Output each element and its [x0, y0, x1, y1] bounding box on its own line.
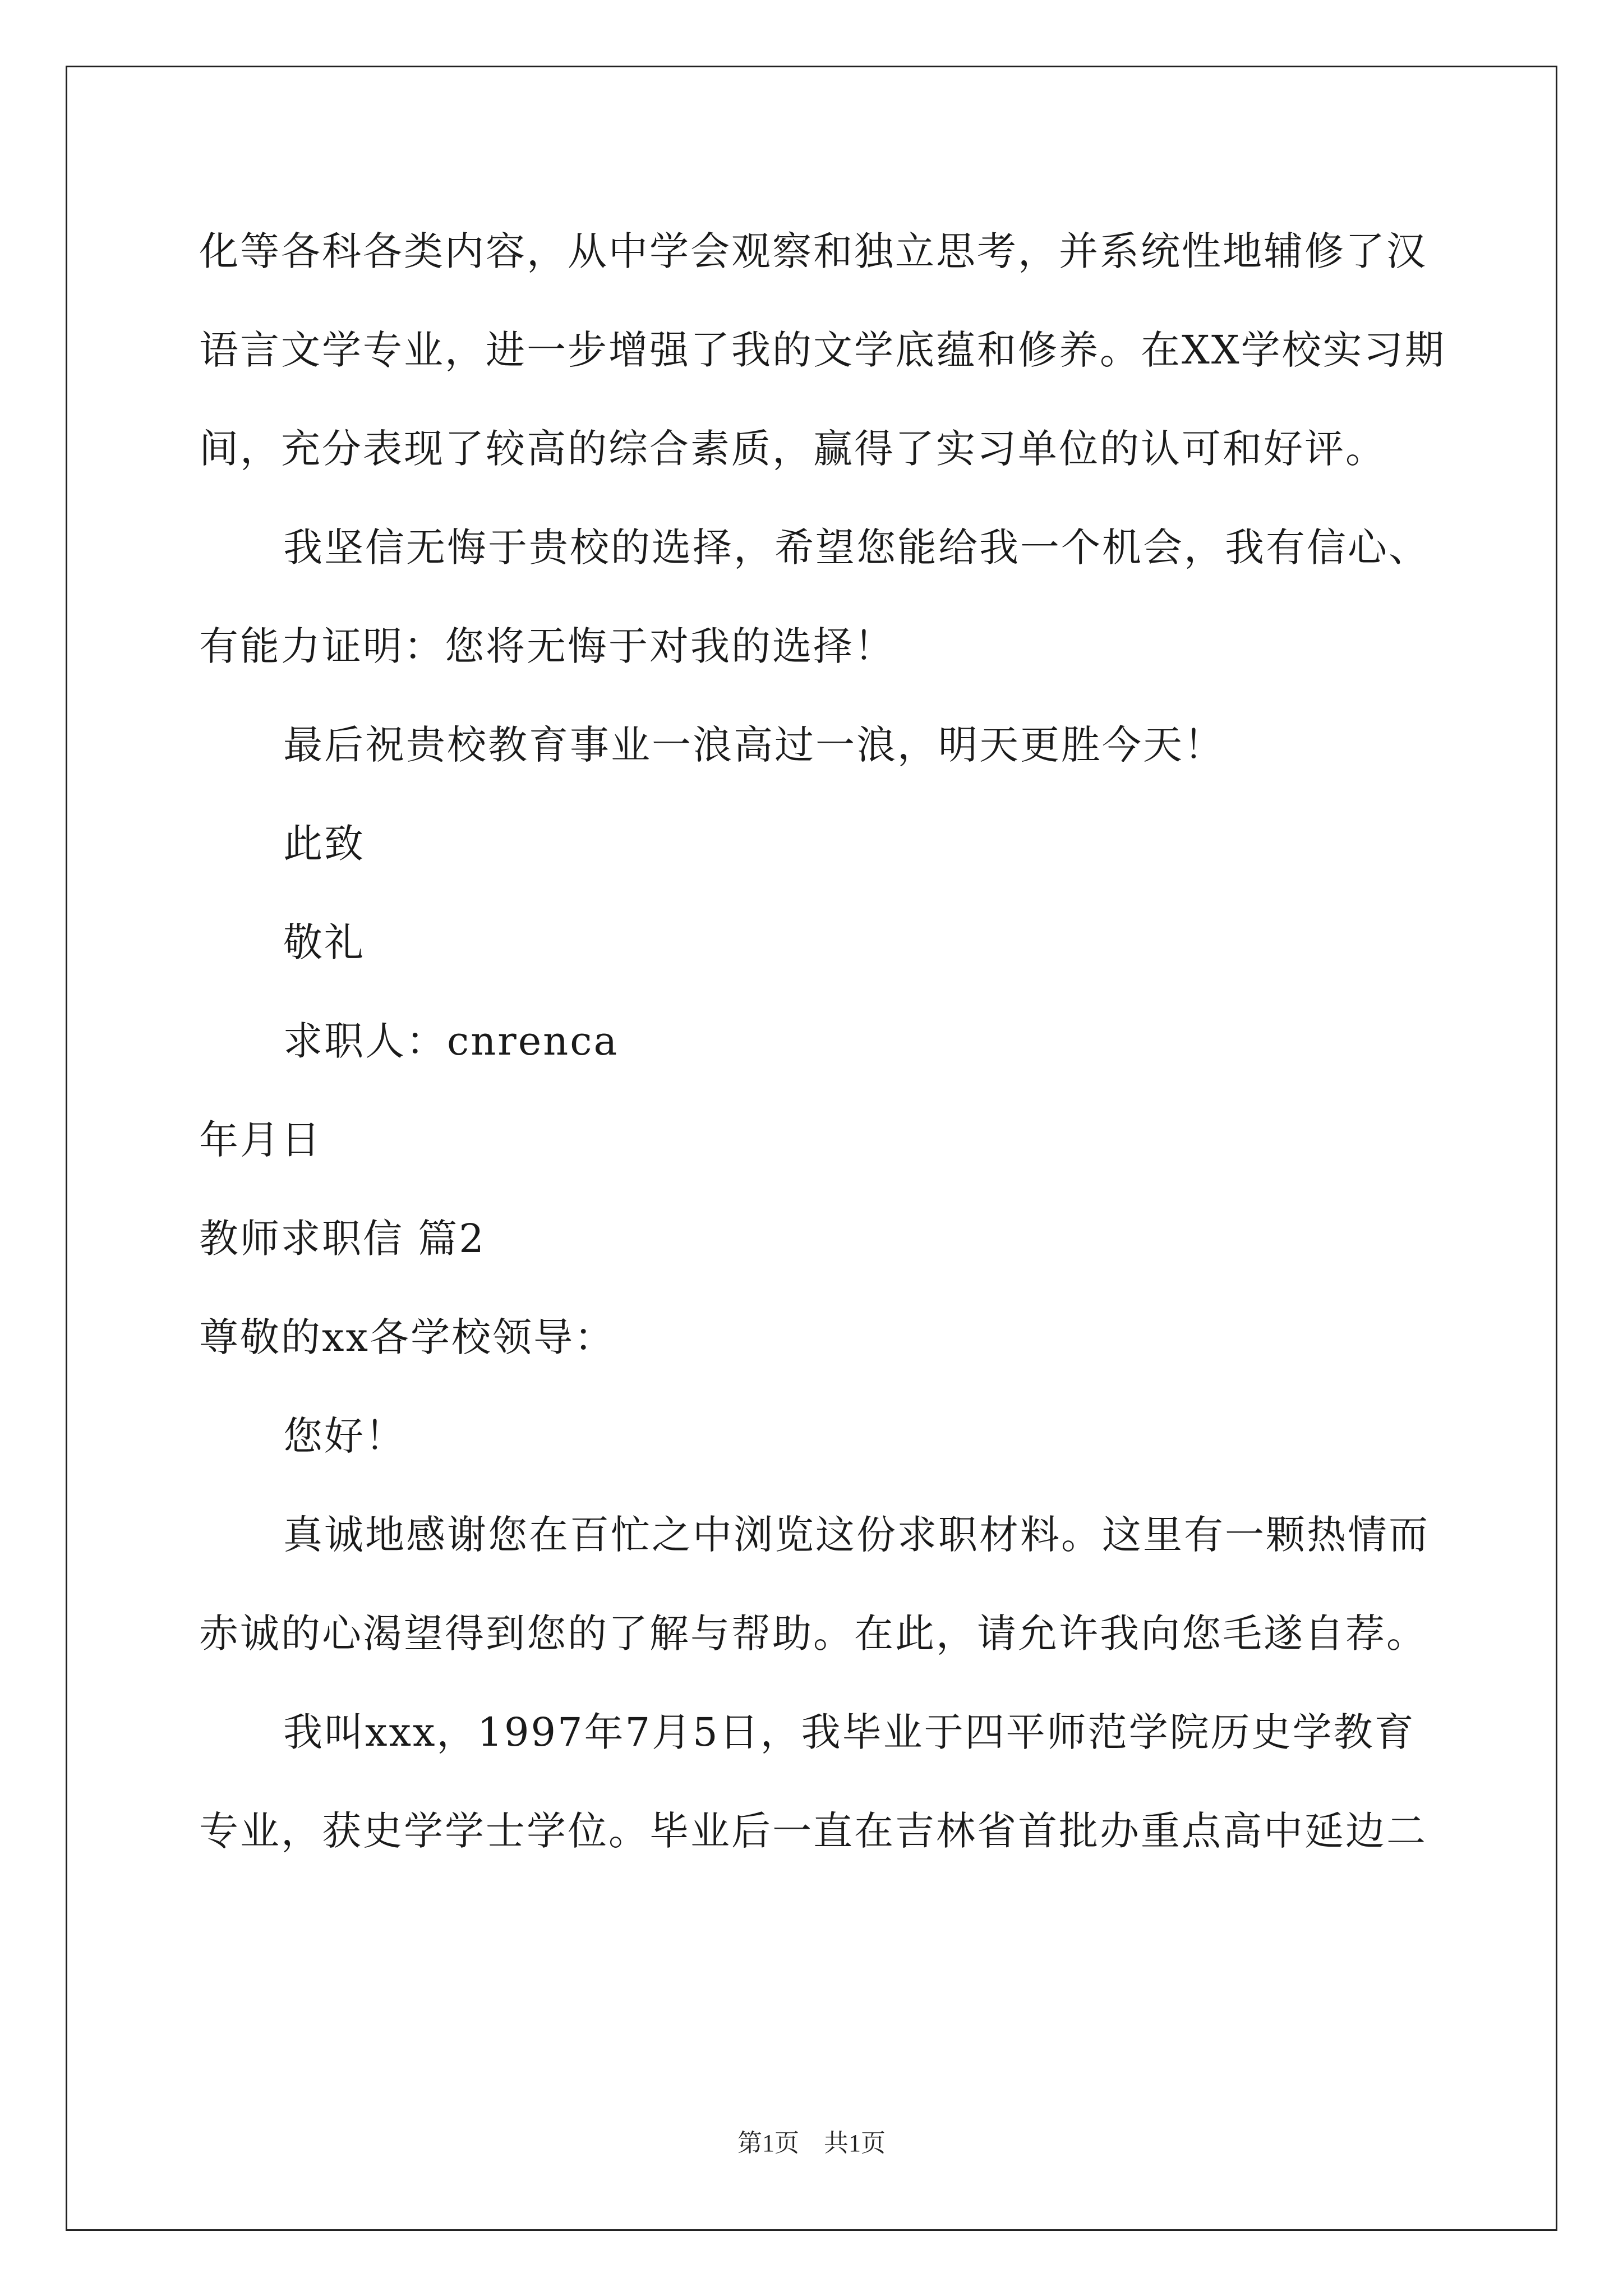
document-body — [199, 202, 1446, 1880]
closing-salutation: 此致 — [283, 821, 365, 867]
paragraph-line: 化等各科各类内容，从中学会观察和独立思考，并系统性地辅修了汉 — [199, 228, 1427, 274]
closing-regards: 敬礼 — [283, 919, 365, 965]
paragraph-line: 间，充分表现了较高的综合素质，赢得了实习单位的认可和好评。 — [199, 426, 1386, 472]
section-title: 教师求职信 篇2 — [199, 1216, 486, 1262]
greeting-recipient: 尊敬的xx各学校领导： — [199, 1314, 615, 1360]
paragraph-line: 我坚信无悔于贵校的选择，希望您能给我一个机会，我有信心、 — [283, 524, 1430, 570]
page-number-footer: 第1页 共1页 — [737, 2129, 886, 2157]
paragraph-line: 真诚地感谢您在百忙之中浏览这份求职材料。这里有一颗热情而 — [283, 1512, 1430, 1558]
paragraph-line: 有能力证明：您将无悔于对我的选择！ — [199, 623, 895, 669]
paragraph-line: 赤诚的心渴望得到您的了解与帮助。在此，请允许我向您毛遂自荐。 — [199, 1611, 1427, 1657]
paragraph-line: 最后祝贵校教育事业一浪高过一浪，明天更胜今天！ — [283, 722, 1225, 768]
applicant-signature: 求职人：cnrenca — [283, 1018, 619, 1064]
paragraph-line: 专业，获史学学士学位。毕业后一直在吉林省首批办重点高中延边二 — [199, 1808, 1427, 1854]
date-line: 年月日 — [199, 1117, 322, 1163]
greeting: 您好！ — [283, 1413, 406, 1459]
paragraph-line: 语言文学专业，进一步增强了我的文学底蕴和修养。在XX学校实习期 — [199, 327, 1446, 373]
paragraph-line: 我叫xxx，1997年7月5日，我毕业于四平师范学院历史学教育 — [283, 1709, 1415, 1755]
